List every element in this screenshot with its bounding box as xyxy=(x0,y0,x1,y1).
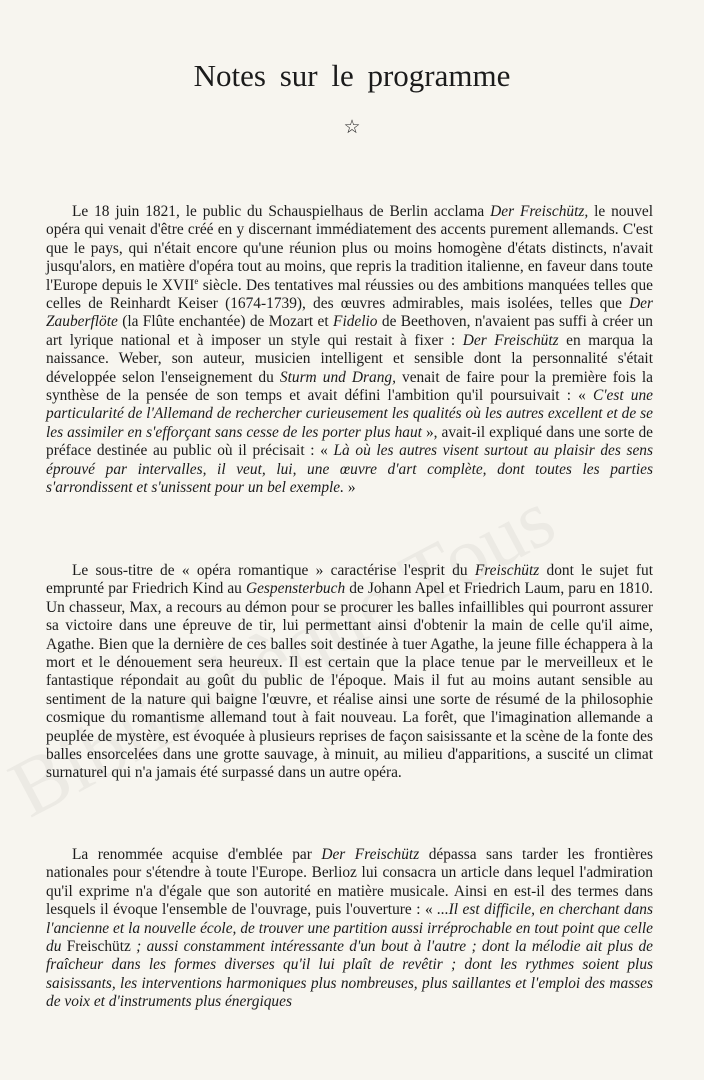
p3-fragment: dépassa sans tarder les frontières nationales pour s'étendre à toute l'Europe. Berlioz lui consacra un article dans lequel l'admiration qu'il exprime n'a d'égale que son autorité en matière musicale. Ainsi en est-il des termes dans lesquels il évoque l'ensemble de l'ouvrage, puis l'ouverture : « xyxy=(46,846,653,919)
p1-fragment: siècle. Des tentatives mal réussies ou des ambitions manquées telles que celles de Reinhardt Keiser (1674-1739), des œuvres admirables, mais isolées, telles que xyxy=(46,276,654,313)
p1-fragment: » xyxy=(343,479,356,497)
p2-fragment: Gespensterbuch xyxy=(245,580,346,598)
p1-fragment: Le 18 juin 1821, le public du Schauspielhaus de Berlin acclama xyxy=(72,203,491,220)
paragraph-1 xyxy=(46,203,653,498)
p1-fragment: Fidelio xyxy=(333,313,378,331)
star-ornament-icon: ☆ xyxy=(343,117,361,138)
paragraph-3 xyxy=(46,846,653,1012)
p1-fragment: le nouvel opéra qui venait d'être créé en y discernant immédiatement des accents purement allemands. C'est que le pays, qui n'était encore qu'une réunion plus ou moins homogène d'états distincts, n'avait jusqu'alors, en matière d'opéra tout au moins, que repris la tradition italienne, en faveur dans toute l'Europe depuis le XVII xyxy=(46,203,653,294)
p1-fragment: en marqua la naissance. Weber, son auteur, musicien intelligent et sensible dont la personnalité s'était développée selon l'enseignement du xyxy=(46,331,654,386)
p1-fragment: e xyxy=(194,275,199,286)
page-title: Notes sur le programme xyxy=(193,58,511,93)
p2-fragment: dont le sujet fut emprunté par Friedrich Kind au xyxy=(46,562,653,598)
p1-fragment: C'est une particularité de l'Allemand de rechercher curieusement les qualités où les autres excellent et de se les assimiler en s'efforçant sans cesse de les porter plus haut xyxy=(46,387,653,441)
p3-fragment: ; aussi constamment intéressante d'un bout à l'autre ; dont la mélodie ait plus de fraîcheur dans les formes diverses qu'il lui plaît de revêtir ; dont les rythmes soient plus saisissants, les interventions harmoniques plus nombreuses, plus saillantes et l'emploi des masses de voix et d'instruments plus énergiques xyxy=(46,938,653,1011)
p3-fragment: ...Il est difficile, en cherchant dans l'ancienne et la nouvelle école, de trouver une partition aussi irréprochable en tout point que celle du xyxy=(46,901,653,956)
p1-fragment: Der Zauberflöte xyxy=(46,295,653,331)
p2-fragment: Freischütz xyxy=(474,562,540,579)
p1-fragment: », avait-il expliqué dans une sorte de préface destinée au public où il précisait : « xyxy=(46,423,654,460)
p1-fragment: Der Freischütz xyxy=(462,331,559,349)
p1-fragment: de Beethoven, n'avaient pas suffi à créer un art lyrique national et à imposer un style qui restait à fixer : xyxy=(46,313,653,349)
p1-fragment: (la Flûte enchantée) de Mozart et xyxy=(117,313,334,331)
p2-fragment: de Johann Apel et Friedrich Laum, paru en 1810. Un chasseur, Max, a recours au démon pour se procurer les balles infaillibles qui pourront assurer sa victoire dans une épreuve de tir, lui permettant ainsi d'obtenir la main de celle qu'il aime, Agathe. Bien que la dernière de ces balles soit destinée à tuer Agathe, la jeune fille échappera à la mort et le dénouement sera heureux. Il est certain que la place tenue par le merveilleux et le fantastique répondait au goût du public de l'époque. Mais il fut au moins autant sensible au sentiment de la nature qui baigne l'œuvre, et réalise ainsi une sorte de résumé de la philosophie cosmique du romantisme allemand tout à fait nouveau. La forêt, que l'imagination allemande a peuplée de mystère, est évoquée à plusieurs reprises de façon saisissante et la scène de la fonte des balles ensorcelées dans une grotte sauvage, à minuit, au milieu d'apparitions, a suscité un climat surnaturel qui n'a jamais été surpassé dans un autre opéra. xyxy=(46,580,653,782)
p1-fragment: Sturm und Drang, xyxy=(279,368,396,386)
p1-fragment: venait de faire pour la première fois la synthèse de la pensée de son temps et avait défini l'ambition qu'il poursuivait : « xyxy=(46,368,653,405)
p3-fragment: La renommée acquise d'emblée par xyxy=(72,846,322,863)
p2-fragment: Le sous-titre de « opéra romantique » caractérise l'esprit du xyxy=(72,562,475,579)
paragraph-2 xyxy=(46,562,653,783)
p1-fragment: Là où les autres visent surtout au plaisir des sens éprouvé par intervalles, il veut, lui, une œuvre d'art complète, dont toutes les parties s'arrondissent et s'unissent pour un bel exemple. xyxy=(46,442,653,497)
p3-fragment: Freischütz xyxy=(66,938,131,956)
p3-fragment: Der Freischütz xyxy=(321,846,420,863)
p1-fragment: Der Freischütz, xyxy=(490,203,589,220)
